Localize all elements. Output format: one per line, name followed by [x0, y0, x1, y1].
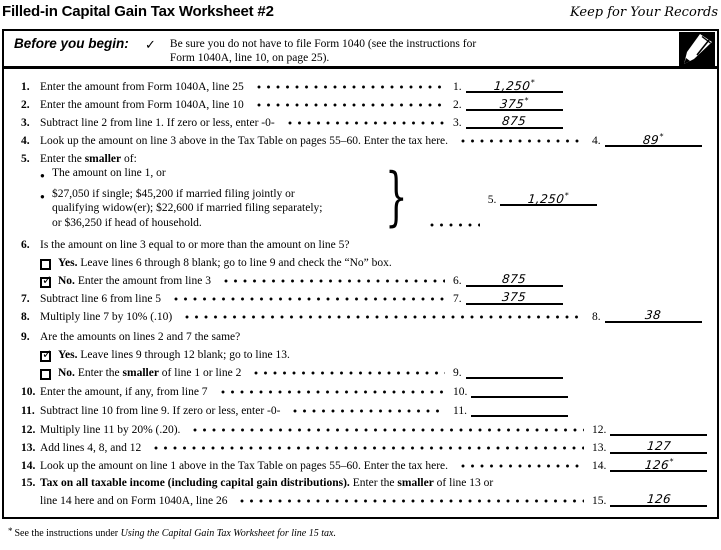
line-12-text: Multiply line 11 by 20% (.20).	[40, 424, 181, 436]
line-5-bullet-2: ● $27,050 if single; $45,200 if married filing jointly or qualifying widow(er); $22,600 if married filing separately; or $36,250 if head of household.	[40, 187, 323, 229]
line-15-text-1: Tax on all taxable income (including capital gain distributions). Enter the smaller of line 13 or	[40, 477, 494, 489]
line-12-answer: 12.	[592, 421, 710, 436]
dot-leader	[289, 403, 445, 417]
dot-leader	[253, 79, 445, 93]
line-10-answer: 10.	[453, 383, 571, 398]
dot-leader	[426, 217, 480, 231]
line-7-answer: 7. 375	[453, 290, 571, 305]
curly-brace: }	[385, 160, 408, 234]
line-6-no-checkbox[interactable]: ✓	[42, 273, 53, 287]
line-11-text: Subtract line 10 from line 9. If zero or less, enter -0-	[40, 405, 281, 417]
line-3-answer: 3. 875	[453, 114, 571, 129]
line-15-row-part2	[4, 489, 717, 507]
line-2-row	[4, 93, 717, 111]
line-11-row	[4, 398, 717, 417]
line-15-row-part1	[4, 472, 717, 489]
dot-leader	[236, 493, 584, 507]
line-1-row	[4, 75, 717, 93]
line-13-row	[4, 436, 717, 454]
bullet-icon: ●	[40, 171, 45, 180]
line-3-row	[4, 111, 717, 129]
line-9-yes-option: ✓ Yes. Leave lines 9 through 12 blank; go to line 13.	[42, 347, 290, 361]
before-you-begin-label: Before you begin:	[14, 36, 129, 51]
line-12-row	[4, 417, 717, 436]
dot-leader	[457, 133, 584, 147]
dot-leader	[181, 309, 584, 323]
line-13-answer: 13. 127	[592, 439, 710, 454]
line-10-amount-field[interactable]	[471, 383, 568, 398]
line-8-text: Multiply line 7 by 10% (.10)	[40, 311, 173, 323]
line-8-amount-field[interactable]: 38	[605, 308, 702, 323]
line-2-number: 2.	[21, 99, 30, 111]
bullet-icon: ●	[40, 191, 45, 201]
line-5-amount-field[interactable]: 1,250*	[500, 191, 597, 206]
line-13-text: Add lines 4, 8, and 12	[40, 442, 142, 454]
line-9-answer: 9.	[453, 364, 571, 379]
line-1-number: 1.	[21, 81, 30, 93]
line-11-answer: 11.	[453, 402, 571, 417]
line-8-number: 8.	[21, 311, 30, 323]
line-9-no-checkbox[interactable]	[40, 369, 51, 380]
pencil-icon	[679, 32, 715, 66]
line-9-no-option: No. Enter the smaller of line 1 or line 2 9.	[4, 361, 717, 379]
line-4-answer: 4. 89*	[592, 132, 710, 147]
line-4-number: 4.	[21, 135, 30, 147]
line-2-amount-field[interactable]: 375*	[466, 96, 563, 111]
line-6-no-option: ✓ No. Enter the amount from line 3 6. 875	[4, 269, 717, 287]
line-10-number: 10.	[21, 386, 36, 398]
line-3-text: Subtract line 2 from line 1. If zero or less, enter -0-	[40, 117, 275, 129]
line-4-text: Look up the amount on line 3 above in the Tax Table on pages 55–60. Enter the tax here.	[40, 135, 449, 147]
line-6-answer: 6. 875	[453, 272, 571, 287]
line-5-text: Enter the smaller of:	[40, 153, 137, 165]
line-10-text: Enter the amount, if any, from line 7	[40, 386, 208, 398]
line-12-number: 12.	[21, 424, 36, 436]
line-5-answer: 5. 1,250*	[488, 191, 606, 206]
line-5-bullet-list	[40, 166, 376, 230]
line-5-row	[4, 147, 717, 165]
line-12-amount-field[interactable]	[610, 421, 707, 436]
line-9-number: 9.	[21, 331, 30, 343]
line-9-amount-field[interactable]	[466, 364, 563, 379]
line-10-row	[4, 379, 717, 398]
line-7-row	[4, 287, 717, 305]
line-5-number: 5.	[21, 153, 30, 165]
line-15-answer: 15. 126	[592, 492, 710, 507]
line-14-amount-field[interactable]: 126*	[610, 457, 707, 472]
line-5-bullet-1: ● The amount on line 1, or	[40, 166, 376, 184]
line-6-text: Is the amount on line 3 equal to or more than the amount on line 5?	[40, 239, 350, 251]
line-15-amount-field[interactable]: 126	[610, 492, 707, 507]
line-4-amount-field[interactable]: 89*	[605, 132, 702, 147]
line-1-text: Enter the amount from Form 1040A, line 25	[40, 81, 244, 93]
page-header	[0, 0, 721, 29]
line-11-amount-field[interactable]	[471, 402, 568, 417]
line-7-amount-field[interactable]: 375	[466, 290, 563, 305]
dot-leader	[284, 115, 445, 129]
page-title: Filled-in Capital Gain Tax Worksheet #2	[2, 3, 274, 20]
dot-leader	[220, 273, 445, 287]
line-5-options-block	[4, 160, 717, 234]
line-14-row	[4, 454, 717, 472]
dot-leader	[189, 422, 584, 436]
line-2-answer: 2. 375*	[453, 96, 571, 111]
line-6-row	[4, 231, 717, 251]
dot-leader	[457, 458, 584, 472]
worksheet-box	[2, 29, 719, 519]
line-8-row	[4, 305, 717, 323]
line-14-number: 14.	[21, 460, 36, 472]
line-14-answer: 14. 126*	[592, 457, 710, 472]
worksheet-lines	[4, 69, 717, 507]
line-11-number: 11.	[21, 405, 35, 417]
line-1-amount-field[interactable]: 1,250*	[466, 78, 563, 93]
dot-leader	[250, 365, 445, 379]
dot-leader	[217, 384, 445, 398]
dot-leader	[170, 291, 445, 305]
line-3-amount-field[interactable]: 875	[466, 114, 563, 129]
line-6-yes-option: Yes. Leave lines 6 through 8 blank; go to line 9 and check the “No” box.	[4, 251, 717, 269]
footnote-asterisk: *	[8, 526, 13, 536]
line-6-yes-checkbox[interactable]	[40, 259, 51, 270]
line-9-text: Are the amounts on lines 2 and 7 the same?	[40, 331, 241, 343]
line-4-row	[4, 129, 717, 147]
before-you-begin-note: Be sure you do not have to file Form 1040 (see the instructions for Form 1040A, line 10, on page 25).	[169, 38, 477, 64]
line-7-number: 7.	[21, 293, 30, 305]
line-14-text: Look up the amount on line 1 above in the Tax Table on pages 55–60. Enter the tax here.	[40, 460, 449, 472]
line-1-answer: 1. 1,250*	[453, 78, 571, 93]
dot-leader	[150, 440, 584, 454]
line-15-number: 15.	[21, 477, 36, 489]
line-2-text: Enter the amount from Form 1040A, line 10	[40, 99, 244, 111]
line-9-yes-checkbox[interactable]: ✓	[42, 347, 53, 361]
line-7-text: Subtract line 6 from line 5	[40, 293, 162, 305]
dot-leader	[253, 97, 445, 111]
line-9-row	[4, 323, 717, 343]
line-13-number: 13.	[21, 442, 36, 454]
line-13-amount-field[interactable]: 127	[610, 439, 707, 454]
line-15-text-2: line 14 here and on Form 1040A, line 26	[40, 495, 228, 507]
keep-for-your-records-label: Keep for Your Records	[570, 5, 718, 20]
line-6-number: 6.	[21, 239, 30, 251]
before-you-begin-section	[4, 31, 717, 69]
line-8-answer: 8. 38	[592, 308, 710, 323]
checkmark-icon: ✓	[145, 37, 156, 52]
footnote: * See the instructions under Using the Capital Gain Tax Worksheet for line 15 tax.	[8, 526, 336, 539]
line-3-number: 3.	[21, 117, 30, 129]
line-6-amount-field[interactable]: 875	[466, 272, 563, 287]
